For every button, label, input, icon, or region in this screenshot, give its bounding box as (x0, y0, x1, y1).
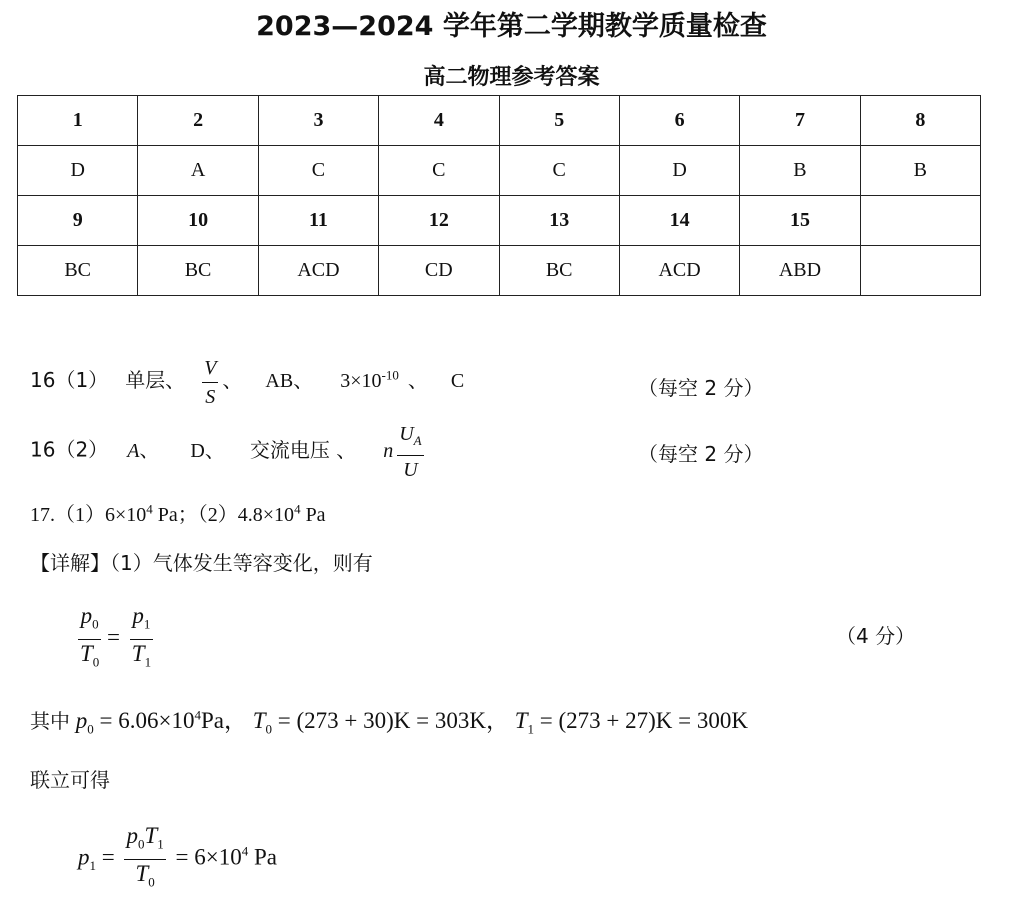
answer-cell: BC (499, 246, 619, 296)
fraction-numerator-subscript: A (413, 433, 422, 448)
q17-unit: Pa (300, 504, 326, 526)
q16-1-separator: 、 (222, 368, 243, 393)
answer-cell: D (619, 146, 739, 196)
q16-1-label: 16（1） (30, 368, 109, 393)
question-number-cell: 12 (379, 196, 499, 246)
q16-1-answer-5: C (450, 370, 465, 393)
question-number-cell: 8 (860, 96, 980, 146)
exponent: 4 (194, 707, 201, 723)
fraction-numerator: V (204, 357, 217, 379)
answer-cell: A (138, 146, 258, 196)
fraction-denominator: U (403, 459, 418, 481)
q16-2-answer-1: A (127, 439, 140, 462)
page-subtitle: 高二物理参考答案 (423, 65, 600, 90)
q16-1-fraction (202, 354, 218, 411)
table-row (18, 246, 981, 296)
q16-2-label: 16（2） (30, 437, 109, 462)
q17-detail (30, 547, 373, 576)
equation-score: （4 分） (836, 624, 916, 648)
answer-cell: ACD (619, 246, 739, 296)
answer-cell: D (18, 146, 138, 196)
answer-cell: ACD (258, 246, 378, 296)
q16-1-score: （每空 2 分） (638, 376, 764, 400)
answer-cell: B (860, 146, 980, 196)
detail-text: （1）气体发生等容变化，则有 (110, 551, 373, 575)
q17-answer-1: 17.（1）6×10 (30, 504, 147, 526)
exponent: 4 (294, 501, 301, 517)
answer-cell: C (499, 146, 619, 196)
given-t0: (273 + 30)K = 303K， (296, 708, 509, 733)
question-number-cell: 15 (740, 196, 860, 246)
answer-cell: BC (138, 246, 258, 296)
q16-2-coefficient: n (383, 439, 394, 462)
question-number-cell: 4 (379, 96, 499, 146)
answer-cell: B (740, 146, 860, 196)
question-number-cell: 1 (18, 96, 138, 146)
q16-2-answer-3: 交流电压 、 (249, 437, 357, 462)
fraction-numerator: U (399, 423, 414, 445)
exponent: 4 (241, 843, 249, 859)
question-number-cell: 11 (258, 196, 378, 246)
given-values: 其中 $p_0 = 6.06\times 10^4Pa$， $T_0 = (273 + 30)K = 303K$， $T_1 = (273 + 27)K = 300K$ (30, 707, 748, 737)
q16-2-line (30, 420, 428, 484)
result-unit: Pa (253, 844, 277, 870)
given-p0-unit: Pa， (200, 708, 247, 733)
q16-2-fraction (397, 420, 423, 484)
q16-1-line (30, 354, 464, 411)
question-number-cell: 6 (619, 96, 739, 146)
q17-answer-2: Pa；（2）4.8×10 (152, 504, 295, 526)
q16-2-answer-2: D、 (190, 439, 225, 462)
q17-summary (30, 498, 326, 527)
q16-1-separator: 、 (407, 368, 428, 393)
answer-cell: C (258, 146, 378, 196)
question-number-cell: 3 (258, 96, 378, 146)
combine-text: 联立可得 (30, 768, 110, 792)
fraction-denominator: S (205, 386, 216, 408)
q16-2-score: （每空 2 分） (638, 442, 764, 466)
question-number-cell: 2 (138, 96, 258, 146)
question-number-cell: 13 (499, 196, 619, 246)
answer-table (17, 95, 981, 296)
given-p0: 6.06×10 (118, 708, 195, 733)
question-number-cell: 7 (740, 96, 860, 146)
answer-cell: CD (379, 246, 499, 296)
answer-cell: ABD (740, 246, 860, 296)
given-t1: (273 + 27)K = 300K (558, 708, 748, 733)
page-title: 2023—2024 学年第二学期教学质量检查 (256, 11, 767, 42)
result-value: = 6×10 (175, 844, 242, 870)
q16-1-answer-3: AB、 (265, 370, 314, 393)
detail-label: 【详解】 (30, 551, 110, 575)
question-number-cell (860, 196, 980, 246)
isochoric-equation: $\frac{p_0}{T_0}$ = $\frac{p_1}{T_1}$ (80, 603, 152, 670)
table-row (18, 196, 981, 246)
question-number-cell: 9 (18, 196, 138, 246)
result-equation: $p_1$ = $\frac{p_0T_1}{T_0}$ = $6\times 10^4$ Pa (78, 823, 277, 890)
question-number-cell: 10 (138, 196, 258, 246)
answer-cell: C (379, 146, 499, 196)
q16-1-answer-4: $3\times 10^{-10}$ (340, 367, 399, 393)
answer-cell (860, 246, 980, 296)
q16-1-answer-1: 单层、 (125, 368, 186, 393)
table-row (18, 96, 981, 146)
table-row (18, 146, 981, 196)
question-number-cell: 14 (619, 196, 739, 246)
answer-cell: BC (18, 246, 138, 296)
exponent: 4 (146, 501, 153, 517)
question-number-cell: 5 (499, 96, 619, 146)
q16-2-separator: 、 (139, 437, 160, 462)
given-prefix: 其中 (30, 709, 70, 733)
